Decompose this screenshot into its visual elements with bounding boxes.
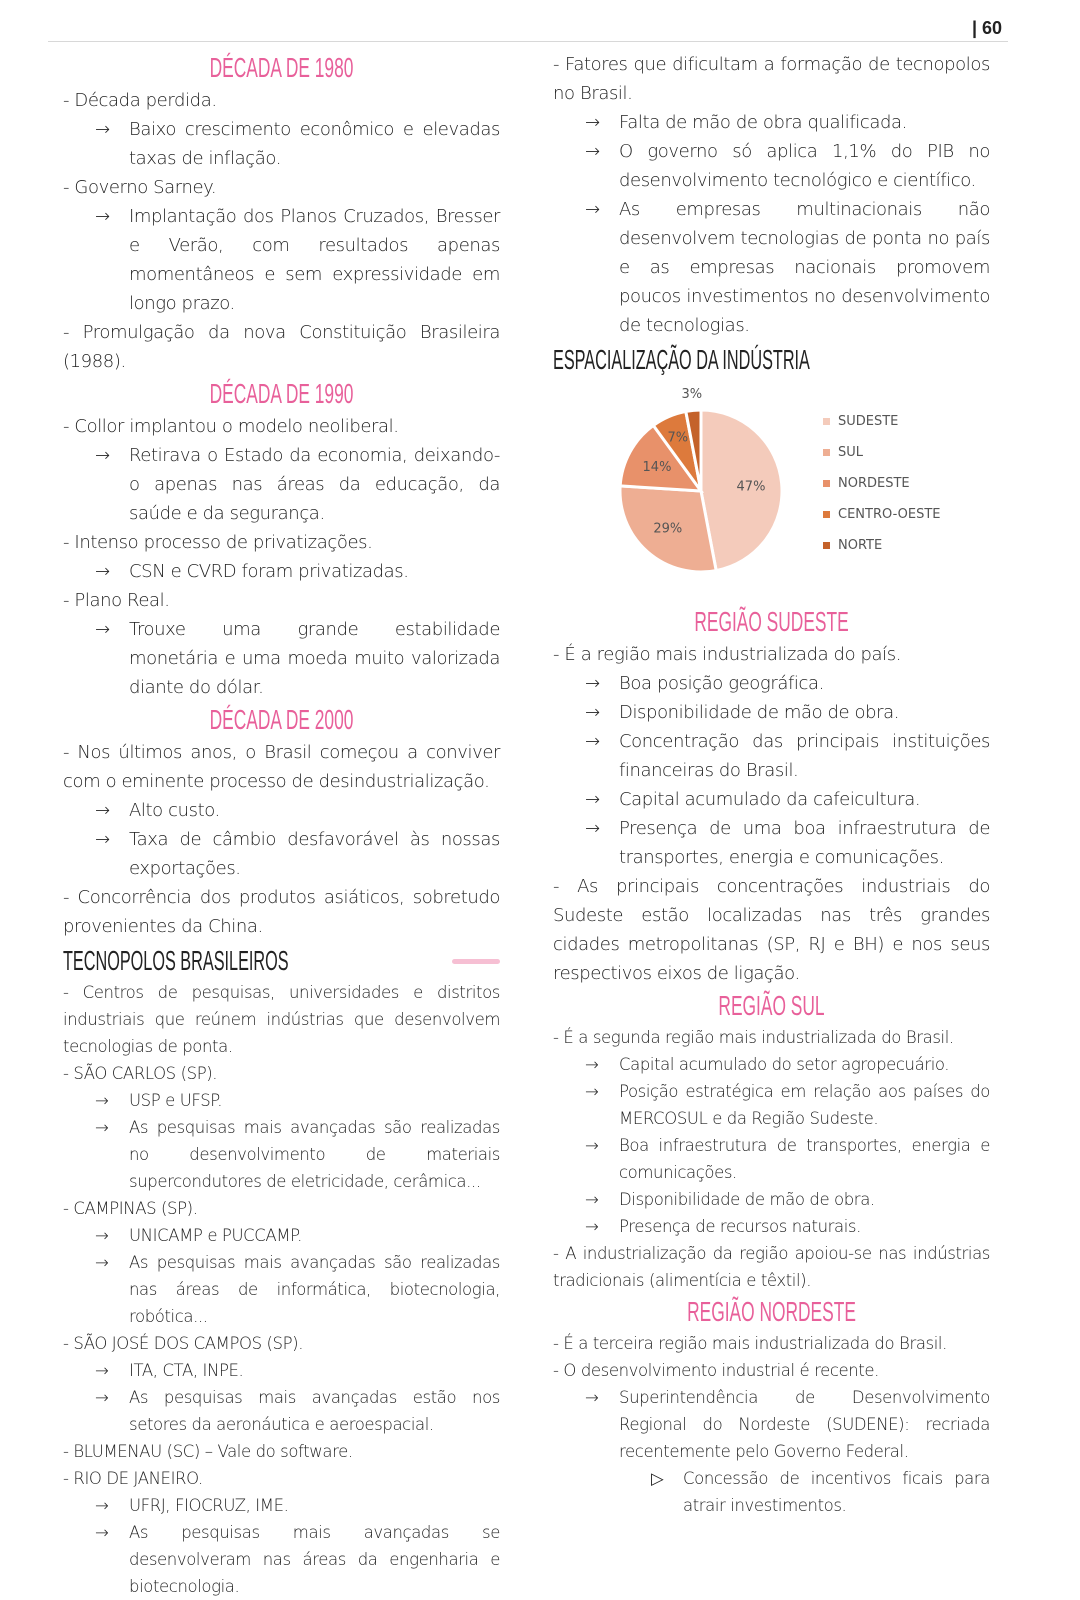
legend-item	[823, 437, 941, 468]
sub-item	[63, 1519, 500, 1600]
sub-item	[553, 1186, 990, 1213]
bullet-block	[553, 872, 990, 988]
arrow-icon: →	[585, 1136, 599, 1155]
sub-block	[63, 202, 500, 318]
topic-title	[553, 342, 990, 378]
sub-item	[63, 1114, 500, 1195]
sub-item-text: Boa posição geográfica.	[619, 673, 824, 694]
arrow-icon: →	[95, 1253, 109, 1272]
bullet-item: - É a terceira região mais industrializada do Brasil.	[553, 1334, 947, 1353]
arrow-icon: →	[585, 673, 600, 694]
bullet-block	[63, 883, 500, 941]
sub-block	[553, 195, 990, 340]
bullet-item: - Década perdida.	[63, 90, 217, 111]
bullet-block	[553, 640, 990, 669]
bullet-block	[553, 1024, 990, 1051]
sub-item-text: Boa infraestrutura de transportes, energia e comunicações.	[619, 1136, 990, 1182]
sub-item	[553, 727, 990, 785]
sub-block	[553, 137, 990, 195]
sub-item-text: USP e UFSP.	[129, 1091, 223, 1110]
arrow-icon: →	[585, 789, 600, 810]
bullet-block	[63, 1060, 500, 1087]
arrow-icon: →	[95, 1361, 109, 1380]
sub-block	[63, 1492, 500, 1519]
bullet-block	[63, 86, 500, 115]
sub-block	[63, 1222, 500, 1249]
sub-item-text: As empresas multinacionais não desenvolvem tecnologias de ponta no país e as empresas nacionais promovem poucos investimentos no desenvolvimento de tecnologias.	[619, 199, 990, 336]
bullet-block	[63, 979, 500, 1060]
arrow-icon: →	[95, 619, 110, 640]
sub-block	[63, 1249, 500, 1330]
sub-item-text: Superintendência de Desenvolvimento Regional do Nordeste (SUDENE): recriada recentemente pelo Governo Federal.	[619, 1388, 990, 1461]
pie-svg	[553, 378, 813, 604]
legend-item	[823, 468, 941, 499]
sub-item-text: Falta de mão de obra qualificada.	[619, 112, 907, 133]
bullet-item: - Intenso processo de privatizações.	[63, 532, 373, 553]
sub-block	[553, 669, 990, 698]
sub-block	[63, 1384, 500, 1438]
topic-title-text: TECNOPOLOS BRASILEIROS	[63, 945, 289, 976]
header-rule	[48, 41, 1008, 42]
sub-item	[63, 1492, 500, 1519]
sub-item	[63, 825, 500, 883]
triangle-icon: ▷	[651, 1469, 664, 1488]
sub-item-text: Concessão de incentivos ficais para atrair investimentos.	[683, 1469, 990, 1515]
sub-item	[553, 195, 990, 340]
sub-item	[553, 1213, 990, 1240]
sub-block	[553, 727, 990, 785]
legend-swatch	[823, 511, 830, 518]
sub-block	[63, 796, 500, 825]
arrow-icon: →	[95, 1226, 109, 1245]
sub-block	[63, 1087, 500, 1114]
sub-item-text: Presença de recursos naturais.	[619, 1217, 861, 1236]
arrow-icon: →	[95, 1523, 109, 1542]
legend-swatch	[823, 542, 830, 549]
legend-item	[823, 530, 941, 561]
legend-item	[823, 406, 941, 437]
sub-item	[553, 814, 990, 872]
bullet-block	[63, 1465, 500, 1492]
sub-block	[553, 1051, 990, 1078]
sub-item	[63, 796, 500, 825]
sub-block	[553, 1186, 990, 1213]
arrow-icon: →	[585, 818, 600, 839]
sub-block	[553, 698, 990, 727]
sub-item-text: Retirava o Estado da economia, deixando-o apenas nas áreas da educação, da saúde e da segurança.	[129, 445, 500, 524]
sub-item-text: UNICAMP e PUCCAMP.	[129, 1226, 302, 1245]
bullet-block	[63, 173, 500, 202]
sub-item-text: O governo só aplica 1,1% do PIB no desenvolvimento tecnológico e científico.	[619, 141, 990, 191]
bullet-item: - Centros de pesquisas, universidades e distritos industriais que reúnem indústrias que desenvolvem tecnologias de ponta.	[63, 983, 500, 1056]
bullet-block	[63, 1330, 500, 1357]
bullet-item: - É a segunda região mais industrializada do Brasil.	[553, 1028, 954, 1047]
arrow-icon: →	[585, 112, 600, 133]
sub-item-text: CSN e CVRD foram privatizadas.	[129, 561, 409, 582]
section-heading: REGIÃO NORDESTE	[687, 1296, 856, 1327]
sub-item	[553, 785, 990, 814]
heading-block	[553, 1294, 990, 1330]
bullet-item: - BLUMENAU (SC) – Vale do software.	[63, 1442, 353, 1461]
pie-data-label: 29%	[653, 521, 683, 537]
arrow-icon: →	[585, 1190, 599, 1209]
sub-item	[63, 115, 500, 173]
sub-item	[63, 1357, 500, 1384]
sub-item	[63, 202, 500, 318]
sub-block	[553, 1465, 990, 1519]
arrow-icon: →	[95, 206, 110, 227]
bullet-item: - Concorrência dos produtos asiáticos, sobretudo provenientes da China.	[63, 887, 500, 937]
sub-item	[63, 557, 500, 586]
legend-label: NORDESTE	[838, 476, 910, 491]
sub-item-text: Disponibilidade de mão de obra.	[619, 1190, 875, 1209]
heading-block	[63, 376, 500, 412]
sub-item-text: Capital acumulado da cafeicultura.	[619, 789, 921, 810]
section-heading: DÉCADA DE 1990	[209, 378, 354, 409]
sub-item	[63, 1249, 500, 1330]
left-column	[63, 50, 500, 1600]
topic-title	[63, 943, 500, 979]
arrow-icon: →	[95, 1496, 109, 1515]
sub-item	[63, 1384, 500, 1438]
arrow-icon: →	[585, 731, 600, 752]
sub-item	[553, 1465, 990, 1519]
sub-block	[63, 615, 500, 702]
section-heading: REGIÃO SUL	[718, 990, 825, 1021]
arrow-icon: →	[95, 829, 110, 850]
bullet-item: - SÃO JOSÉ DOS CAMPOS (SP).	[63, 1334, 304, 1353]
legend-swatch	[823, 418, 830, 425]
legend-swatch	[823, 449, 830, 456]
page-number: | 60	[971, 18, 1002, 38]
sub-item-text: UFRJ, FIOCRUZ, IME.	[129, 1496, 289, 1515]
bullet-block	[63, 586, 500, 615]
pie-data-label: 3%	[681, 387, 703, 403]
section-heading: DÉCADA DE 2000	[209, 704, 354, 735]
sub-block	[553, 108, 990, 137]
sub-item-text: As pesquisas mais avançadas são realizadas no desenvolvimento de materiais supercondutores de eletricidade, cerâmica...	[129, 1118, 500, 1191]
sub-block	[553, 1213, 990, 1240]
title-underline	[452, 959, 500, 964]
sub-item-text: As pesquisas mais avançadas estão nos setores da aeronáutica e aeroespacial.	[129, 1388, 500, 1434]
bullet-item: - Fatores que dificultam a formação de tecnopolos no Brasil.	[553, 54, 990, 104]
bullet-item: - É a região mais industrializada do país.	[553, 644, 902, 665]
bullet-item: - Promulgação da nova Constituição Brasileira (1988).	[63, 322, 500, 372]
pie-chart	[553, 378, 990, 604]
sub-block	[553, 1132, 990, 1186]
sub-item	[63, 615, 500, 702]
bullet-block	[553, 1357, 990, 1384]
arrow-icon: →	[95, 1091, 109, 1110]
sub-item-text: As pesquisas mais avançadas são realizadas nas áreas de informática, biotecnologia, robótica...	[129, 1253, 500, 1326]
right-column	[553, 50, 990, 1519]
sub-item	[553, 108, 990, 137]
bullet-block	[63, 1438, 500, 1465]
sub-item-text: As pesquisas mais avançadas se desenvolveram nas áreas da engenharia e biotecnologia.	[129, 1523, 500, 1596]
sub-block	[63, 825, 500, 883]
section-heading: REGIÃO SUDESTE	[694, 606, 849, 637]
bullet-block	[63, 412, 500, 441]
sub-item-text: Presença de uma boa infraestrutura de transportes, energia e comunicações.	[619, 818, 990, 868]
sub-item	[553, 1384, 990, 1465]
chart-legend	[823, 406, 941, 561]
sub-item-text: Capital acumulado do setor agropecuário.	[619, 1055, 950, 1074]
sub-item-text: Concentração das principais instituições financeiras do Brasil.	[619, 731, 990, 781]
arrow-icon: →	[95, 561, 110, 582]
sub-item-text: ITA, CTA, INPE.	[129, 1361, 244, 1380]
sub-item-text: Disponibilidade de mão de obra.	[619, 702, 900, 723]
sub-block	[63, 557, 500, 586]
bullet-item: - O desenvolvimento industrial é recente.	[553, 1361, 880, 1380]
section-heading: DÉCADA DE 1980	[209, 52, 354, 83]
arrow-icon: →	[585, 1082, 599, 1101]
bullet-block	[553, 50, 990, 108]
bullet-block	[63, 1195, 500, 1222]
sub-item	[553, 698, 990, 727]
sub-item	[553, 1132, 990, 1186]
sub-item-text: Posição estratégica em relação aos países do MERCOSUL e da Região Sudeste.	[619, 1082, 990, 1128]
bullet-item: - A industrialização da região apoiou-se nas indústrias tradicionais (alimentícia e têxtil).	[553, 1244, 990, 1290]
pie-data-label: 14%	[642, 459, 672, 475]
sub-item	[553, 669, 990, 698]
arrow-icon: →	[95, 800, 110, 821]
pie-data-label: 7%	[667, 430, 689, 446]
arrow-icon: →	[585, 199, 600, 220]
sub-item-text: Baixo crescimento econômico e elevadas taxas de inflação.	[129, 119, 500, 169]
sub-block	[553, 785, 990, 814]
legend-label: SUDESTE	[838, 414, 899, 429]
arrow-icon: →	[95, 119, 110, 140]
heading-block	[553, 988, 990, 1024]
sub-item	[63, 441, 500, 528]
arrow-icon: →	[95, 1118, 109, 1137]
sub-block	[63, 1114, 500, 1195]
sub-block	[553, 1384, 990, 1465]
bullet-item: - Governo Sarney.	[63, 177, 217, 198]
bullet-item: - Plano Real.	[63, 590, 170, 611]
sub-item-text: Taxa de câmbio desfavorável às nossas exportações.	[129, 829, 500, 879]
bullet-block	[63, 528, 500, 557]
sub-block	[63, 1519, 500, 1600]
arrow-icon: →	[585, 1217, 599, 1236]
bullet-block	[553, 1330, 990, 1357]
sub-block	[63, 1357, 500, 1384]
bullet-item: - SÃO CARLOS (SP).	[63, 1064, 218, 1083]
bullet-item: - CAMPINAS (SP).	[63, 1199, 198, 1218]
bullet-block	[553, 1240, 990, 1294]
sub-item	[553, 1051, 990, 1078]
sub-block	[553, 1078, 990, 1132]
arrow-icon: →	[95, 1388, 109, 1407]
bullet-item: - Collor implantou o modelo neoliberal.	[63, 416, 399, 437]
heading-block	[63, 50, 500, 86]
sub-block	[63, 441, 500, 528]
heading-block	[553, 604, 990, 640]
legend-item	[823, 499, 941, 530]
legend-label: NORTE	[838, 538, 883, 553]
bullet-item: - Nos últimos anos, o Brasil começou a conviver com o eminente processo de desindustrialização.	[63, 742, 500, 792]
bullet-block	[63, 318, 500, 376]
arrow-icon: →	[585, 141, 600, 162]
legend-label: SUL	[838, 445, 864, 460]
sub-item-text: Implantação dos Planos Cruzados, Bresser e Verão, com resultados apenas momentâneos e sem expressividade em longo prazo.	[129, 206, 500, 314]
bullet-block	[63, 738, 500, 796]
sub-item	[63, 1087, 500, 1114]
arrow-icon: →	[585, 1388, 599, 1407]
arrow-icon: →	[585, 702, 600, 723]
sub-item	[553, 137, 990, 195]
heading-block	[63, 702, 500, 738]
bullet-item: - RIO DE JANEIRO.	[63, 1469, 203, 1488]
sub-item-text: Alto custo.	[129, 800, 220, 821]
arrow-icon: →	[95, 445, 110, 466]
arrow-icon: →	[585, 1055, 599, 1074]
sub-item	[553, 1078, 990, 1132]
pie-data-label: 47%	[736, 479, 766, 495]
topic-title-text: ESPACIALIZAÇÃO DA INDÚSTRIA	[553, 344, 810, 375]
sub-item-text: Trouxe uma grande estabilidade monetária e uma moeda muito valorizada diante do dólar.	[129, 619, 500, 698]
legend-swatch	[823, 480, 830, 487]
bullet-item: - As principais concentrações industriais do Sudeste estão localizadas nas três grandes cidades metropolitanas (SP, RJ e BH) e nos seus respectivos eixos de ligação.	[553, 876, 990, 984]
sub-block	[63, 115, 500, 173]
sub-block	[553, 814, 990, 872]
legend-label: CENTRO-OESTE	[838, 507, 941, 522]
sub-item	[63, 1222, 500, 1249]
